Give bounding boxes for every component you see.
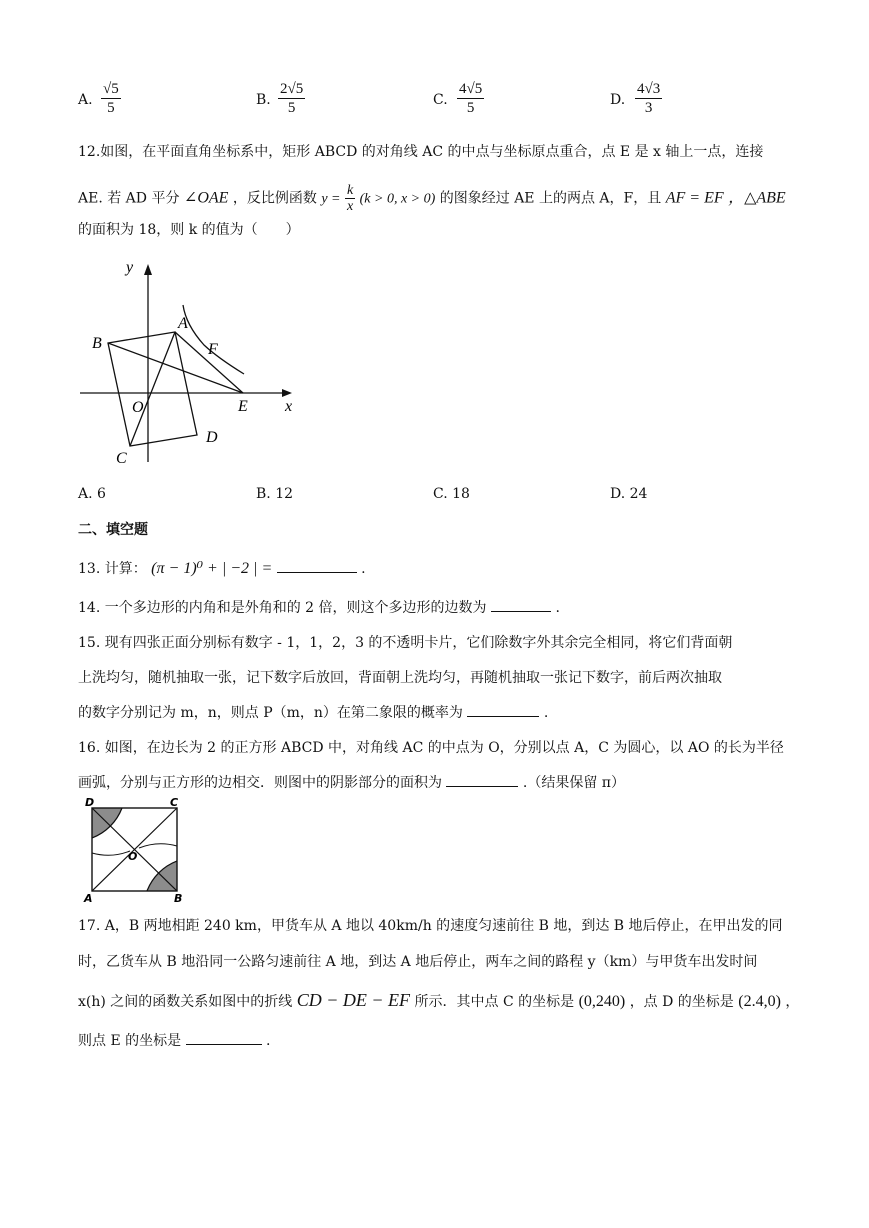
q17-suffix: .	[266, 1033, 271, 1049]
option-c-fraction: $\frac{4√5}{5}$	[459, 81, 483, 116]
label-d: D	[206, 429, 218, 446]
q14-suffix: .	[555, 600, 560, 616]
label-d: D	[85, 796, 95, 809]
q16-suffix: .（结果保留 π）	[522, 775, 626, 791]
hyperbola-curve	[183, 305, 244, 374]
diagonal-ac	[130, 332, 175, 446]
q12-option-c: C. 18	[433, 486, 470, 502]
q16-text: 画弧，分别与正方形的边相交．则图中的阴影部分的面积为	[78, 775, 442, 791]
option-b-fraction: $\frac{2√5}{5}$	[280, 81, 304, 116]
q12-line2	[78, 183, 786, 214]
q12-text-c: 的图象经过 AE 上的两点 A，F，且	[439, 190, 662, 207]
option-c-letter: C.	[433, 92, 448, 108]
option-b-letter: B.	[256, 92, 271, 108]
q12-y-eq: y =	[321, 191, 341, 207]
q13-answer-blank[interactable]	[277, 558, 357, 573]
q17-text-d: ，点 D 的坐标是	[629, 994, 734, 1010]
q17-text-b: 所示．其中点 C 的坐标是	[414, 994, 575, 1010]
arc-right	[139, 844, 177, 848]
q14-text: 14. 一个多边形的内角和是外角和的 2 倍，则这个多边形的边数为	[78, 600, 487, 616]
q15-line2: 上洗均匀，随机抽取一张，记下数字后放回，背面朝上洗均匀，再随机抽取一张记下数字，前后两次抽取	[78, 670, 722, 686]
option-d-letter: D.	[610, 92, 626, 108]
label-e: E	[238, 398, 248, 415]
q12-option-b: B. 12	[256, 486, 294, 502]
q17-line4	[78, 1030, 270, 1051]
q12-k-over-x: $\frac{k}{x}$	[346, 183, 354, 214]
q16-line2	[78, 772, 625, 793]
q12-triangle: ，△ABE	[728, 189, 786, 207]
q17-text-f: ，	[785, 994, 800, 1010]
q12-text-a: AE. 若 AD 平分	[78, 190, 180, 207]
label-c: C	[170, 796, 179, 809]
q13-prefix: 13. 计算：	[78, 561, 147, 577]
q17-line1: 17. A，B 两地相距 240 km，甲货车从 A 地以 40km/h 的速度匀速前往 B 地，到达 B 地后停止，在甲出发的同	[78, 918, 783, 934]
q12-af-ef: AF = EF	[665, 189, 724, 207]
label-x: x	[285, 398, 293, 415]
figure-q16	[82, 795, 192, 903]
q12-condition: (k > 0, x > 0)	[359, 191, 436, 207]
label-f: F	[208, 341, 218, 358]
option-d-fraction: $\frac{4√3}{3}$	[637, 81, 661, 116]
q17-line2: 时，乙货车从 B 地沿同一公路匀速前往 A 地，到达 A 地后停止，两车之间的路程 y（km）与甲货车出发时间	[78, 954, 758, 970]
q17-text: 则点 E 的坐标是	[78, 1033, 182, 1049]
label-o: O	[128, 850, 138, 863]
label-y: y	[126, 259, 134, 276]
q15-suffix: .	[543, 705, 549, 721]
label-b: B	[92, 335, 102, 352]
section-heading: 二、填空题	[78, 522, 148, 538]
q17-point-d: (2.4,0)	[738, 993, 781, 1010]
q17-answer-blank[interactable]	[186, 1030, 262, 1045]
q17-line3	[78, 990, 799, 1012]
option-a-fraction: $\frac{√5}{5}$	[103, 81, 119, 116]
q12-line1: 12.如图，在平面直角坐标系中，矩形 ABCD 的对角线 AC 的中点与坐标原点重合，点 E 是 x 轴上一点，连接	[78, 144, 764, 160]
q16-answer-blank[interactable]	[446, 772, 518, 787]
arc-left	[92, 851, 130, 855]
q12-angle: ∠OAE	[183, 189, 229, 207]
q17-text-a: x(h) 之间的函数关系如图中的折线	[78, 994, 293, 1010]
q12-option-d: D. 24	[610, 486, 648, 502]
q15-answer-blank[interactable]	[467, 702, 539, 717]
q13	[78, 558, 366, 579]
q17-point-c: (0,240)	[578, 993, 626, 1010]
q13-expression: (π − 1)⁰ + | −2 | =	[151, 560, 273, 577]
label-a: A	[178, 315, 188, 332]
label-o: O	[132, 399, 144, 416]
q12-option-a: A. 6	[78, 486, 106, 502]
q12-line3: 的面积为 18，则 k 的值为（ ）	[78, 222, 300, 238]
segment-be	[108, 343, 243, 393]
option-a-letter: A.	[78, 92, 93, 108]
q14-answer-blank[interactable]	[491, 597, 551, 612]
q16-line1: 16. 如图，在边长为 2 的正方形 ABCD 中，对角线 AC 的中点为 O，分别以点 A，C 为圆心，以 AO 的长为半径	[78, 740, 784, 756]
q15-text: 的数字分别记为 m，n，则点 P（m，n）在第二象限的概率为	[78, 705, 463, 721]
q13-suffix: .	[361, 561, 366, 577]
label-b: B	[174, 892, 183, 903]
q14	[78, 597, 560, 618]
q17-polyline: CD − DE − EF	[296, 990, 411, 1010]
q12-text-b: ，反比例函数	[232, 190, 317, 207]
q15-line1: 15. 现有四张正面分别标有数字 - 1，1，2，3 的不透明卡片，它们除数字外其余完全相同，将它们背面朝	[78, 635, 733, 651]
figure-q12	[78, 250, 308, 475]
label-c: C	[116, 450, 127, 467]
y-axis-arrow	[144, 264, 152, 275]
label-a: A	[84, 892, 93, 903]
q15-line3	[78, 702, 548, 723]
x-axis-arrow	[282, 389, 292, 397]
